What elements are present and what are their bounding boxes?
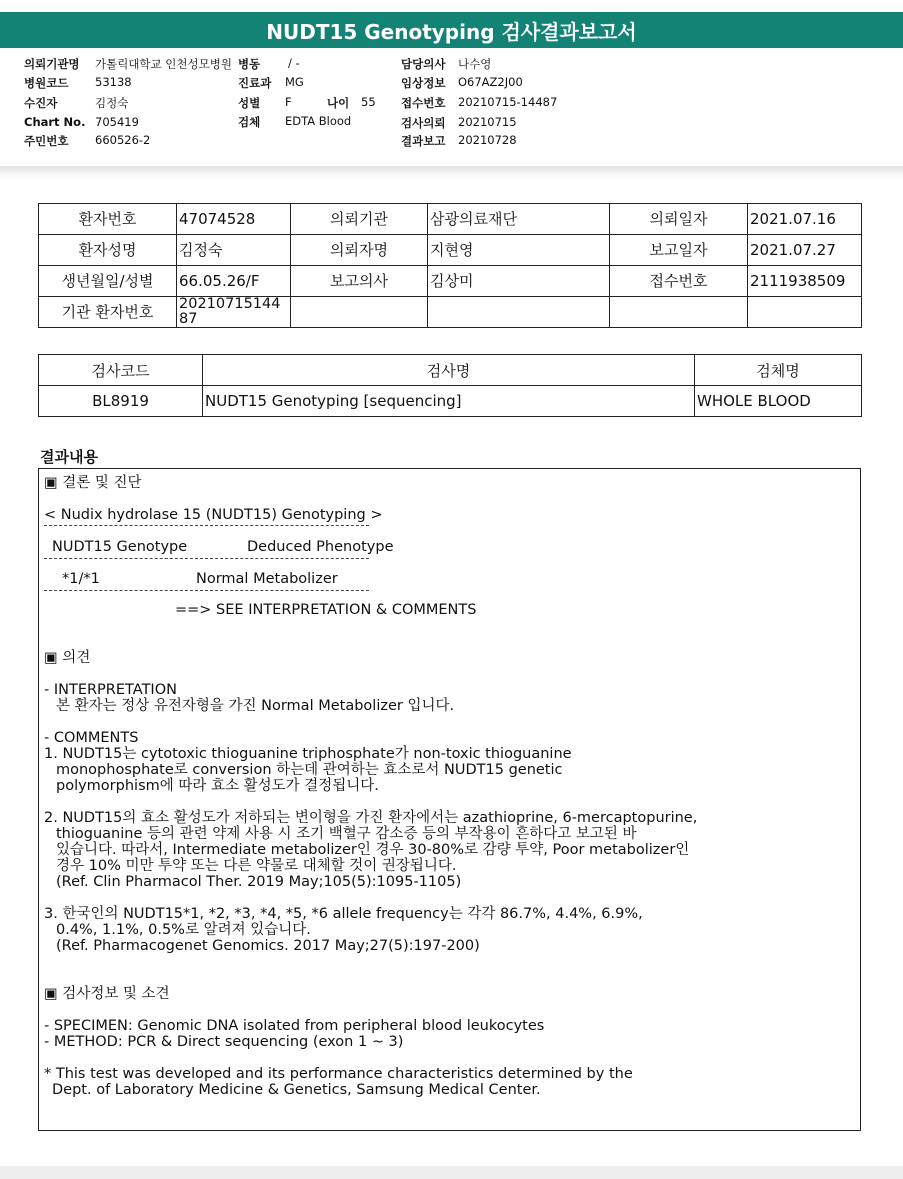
comment-line: 3. 한국인의 NUDT15*1, *2, *3, *4, *5, *6 allele frequency는 각각 86.7%, 4.4%, 6.9%, bbox=[44, 906, 643, 922]
table-cell: 기관 환자번호 bbox=[39, 297, 177, 328]
patient-info-table bbox=[38, 203, 862, 328]
header-receipt-no: 접수번호 20210715-14487 bbox=[401, 95, 558, 110]
disclaimer-line: * This test was developed and its performance characteristics determined by the bbox=[44, 1066, 633, 1082]
result-content-box bbox=[38, 468, 861, 1131]
comment-line: 있습니다. 따라서, Intermediate metabolizer인 경우 30-80%로 감량 투약, Poor metabolizer인 bbox=[56, 842, 690, 858]
header-patient: 수진자 김정숙 bbox=[24, 96, 129, 110]
table-cell: 보고일자 bbox=[610, 235, 748, 266]
table-cell: 2021.07.16 bbox=[748, 204, 862, 235]
table-cell: 지현영 bbox=[428, 235, 610, 266]
report-title: NUDT15 Genotyping 검사결과보고서 bbox=[0, 12, 903, 48]
table-cell: 2111938509 bbox=[748, 266, 862, 297]
specimen-line: - SPECIMEN: Genomic DNA isolated from peripheral blood leukocytes bbox=[44, 1018, 545, 1034]
table-row bbox=[39, 266, 862, 297]
comment-line: 경우 10% 미만 투약 또는 다른 약물로 대체할 것이 권장됩니다. bbox=[56, 858, 457, 874]
table-cell: 의뢰일자 bbox=[610, 204, 748, 235]
comment-line: monophosphate로 conversion 하는데 관여하는 효소로서 NUDT15 genetic bbox=[56, 762, 563, 778]
header-institution: 의뢰기관명 가톨릭대학교 인천성모병원 bbox=[24, 57, 232, 71]
header-request-date: 검사의뢰 20210715 bbox=[401, 115, 517, 130]
test-table bbox=[38, 354, 862, 417]
genotype-column-label: NUDT15 Genotype bbox=[52, 539, 188, 555]
table-cell: 환자성명 bbox=[39, 235, 177, 266]
table-cell bbox=[291, 297, 428, 328]
header-sex: 성별 F bbox=[238, 95, 292, 110]
header-specimen: 검체 EDTA Blood bbox=[238, 114, 352, 129]
genotype-value: *1/*1 bbox=[62, 571, 100, 587]
section-opinion-heading: ▣ 의견 bbox=[44, 650, 91, 666]
footer-band bbox=[0, 1166, 903, 1179]
section-test-info-heading: ▣ 검사정보 및 소견 bbox=[44, 986, 170, 1002]
comment-reference: (Ref. Pharmacogenet Genomics. 2017 May;27(5):197-200) bbox=[56, 938, 480, 954]
header-clinical-info: 임상정보 O67AZ2J00 bbox=[401, 75, 523, 90]
table-cell bbox=[748, 297, 862, 328]
header-ward: 병동 / - bbox=[238, 56, 300, 71]
table-cell bbox=[610, 297, 748, 328]
table-cell: 삼광의료재단 bbox=[428, 204, 610, 235]
report-header bbox=[0, 48, 903, 166]
comment-line: 1. NUDT15는 cytotoxic thioguanine triphosphate가 non-toxic thioguanine bbox=[44, 746, 572, 762]
comment-line: thioguanine 등의 관련 약제 사용 시 조기 백혈구 감소증 등의 부작용이 흔하다고 보고된 바 bbox=[56, 826, 637, 842]
comment-line: 2. NUDT15의 효소 활성도가 저하되는 변이형을 가진 환자에서는 azathioprine, 6-mercaptopurine, bbox=[44, 810, 698, 826]
table-header-cell: 검사명 bbox=[203, 355, 695, 386]
header-resident-no: 주민번호 660526-2 bbox=[24, 133, 151, 148]
divider bbox=[44, 525, 369, 526]
table-cell bbox=[428, 297, 610, 328]
table-cell: 47074528 bbox=[177, 204, 291, 235]
table-cell: 김정숙 bbox=[177, 235, 291, 266]
table-header-row bbox=[39, 355, 862, 386]
table-cell: 2021071514487 bbox=[177, 297, 291, 328]
table-cell: WHOLE BLOOD bbox=[695, 386, 862, 417]
phenotype-column-label: Deduced Phenotype bbox=[247, 539, 394, 555]
table-cell: 김상미 bbox=[428, 266, 610, 297]
interpretation-text: 본 환자는 정상 유전자형을 가진 Normal Metabolizer 입니다. bbox=[56, 698, 455, 714]
divider bbox=[44, 590, 369, 591]
table-cell: 66.05.26/F bbox=[177, 266, 291, 297]
table-row bbox=[39, 386, 862, 417]
header-age: 나이 55 bbox=[327, 95, 376, 110]
header-doctor: 담당의사 나수영 bbox=[401, 57, 492, 71]
table-cell: 의뢰자명 bbox=[291, 235, 428, 266]
genotyping-heading: < Nudix hydrolase 15 (NUDT15) Genotyping > bbox=[44, 507, 383, 523]
disclaimer-line: Dept. of Laboratory Medicine & Genetics, Samsung Medical Center. bbox=[52, 1082, 541, 1098]
table-cell: NUDT15 Genotyping [sequencing] bbox=[203, 386, 695, 417]
comments-heading: - COMMENTS bbox=[44, 730, 139, 746]
header-chart-no: Chart No. 705419 bbox=[24, 115, 139, 129]
table-cell: 접수번호 bbox=[610, 266, 748, 297]
table-cell: 의뢰기관 bbox=[291, 204, 428, 235]
table-cell: BL8919 bbox=[39, 386, 203, 417]
table-row bbox=[39, 235, 862, 266]
table-row bbox=[39, 297, 862, 328]
see-interpretation-note: ==> SEE INTERPRETATION & COMMENTS bbox=[175, 602, 477, 618]
header-department: 진료과 MG bbox=[238, 75, 304, 90]
table-cell: 환자번호 bbox=[39, 204, 177, 235]
header-separator bbox=[0, 166, 903, 180]
method-line: - METHOD: PCR & Direct sequencing (exon 1 ~ 3) bbox=[44, 1034, 404, 1050]
comment-line: polymorphism에 따라 효소 활성도가 결정됩니다. bbox=[56, 778, 379, 794]
comment-reference: (Ref. Clin Pharmacol Ther. 2019 May;105(5):1095-1105) bbox=[56, 874, 462, 890]
section-conclusion-heading: ▣ 결론 및 진단 bbox=[44, 475, 142, 491]
table-row bbox=[39, 204, 862, 235]
table-header-cell: 검체명 bbox=[695, 355, 862, 386]
divider bbox=[44, 558, 369, 559]
table-header-cell: 검사코드 bbox=[39, 355, 203, 386]
table-cell: 2021.07.27 bbox=[748, 235, 862, 266]
header-report-date: 결과보고 20210728 bbox=[401, 133, 517, 148]
result-section-title: 결과내용 bbox=[40, 448, 98, 466]
interpretation-heading: - INTERPRETATION bbox=[44, 682, 177, 698]
comment-line: 0.4%, 1.1%, 0.5%로 알려져 있습니다. bbox=[56, 922, 311, 938]
table-cell: 생년월일/성별 bbox=[39, 266, 177, 297]
table-cell: 보고의사 bbox=[291, 266, 428, 297]
header-hospital-code: 병원코드 53138 bbox=[24, 75, 132, 90]
phenotype-value: Normal Metabolizer bbox=[196, 571, 338, 587]
